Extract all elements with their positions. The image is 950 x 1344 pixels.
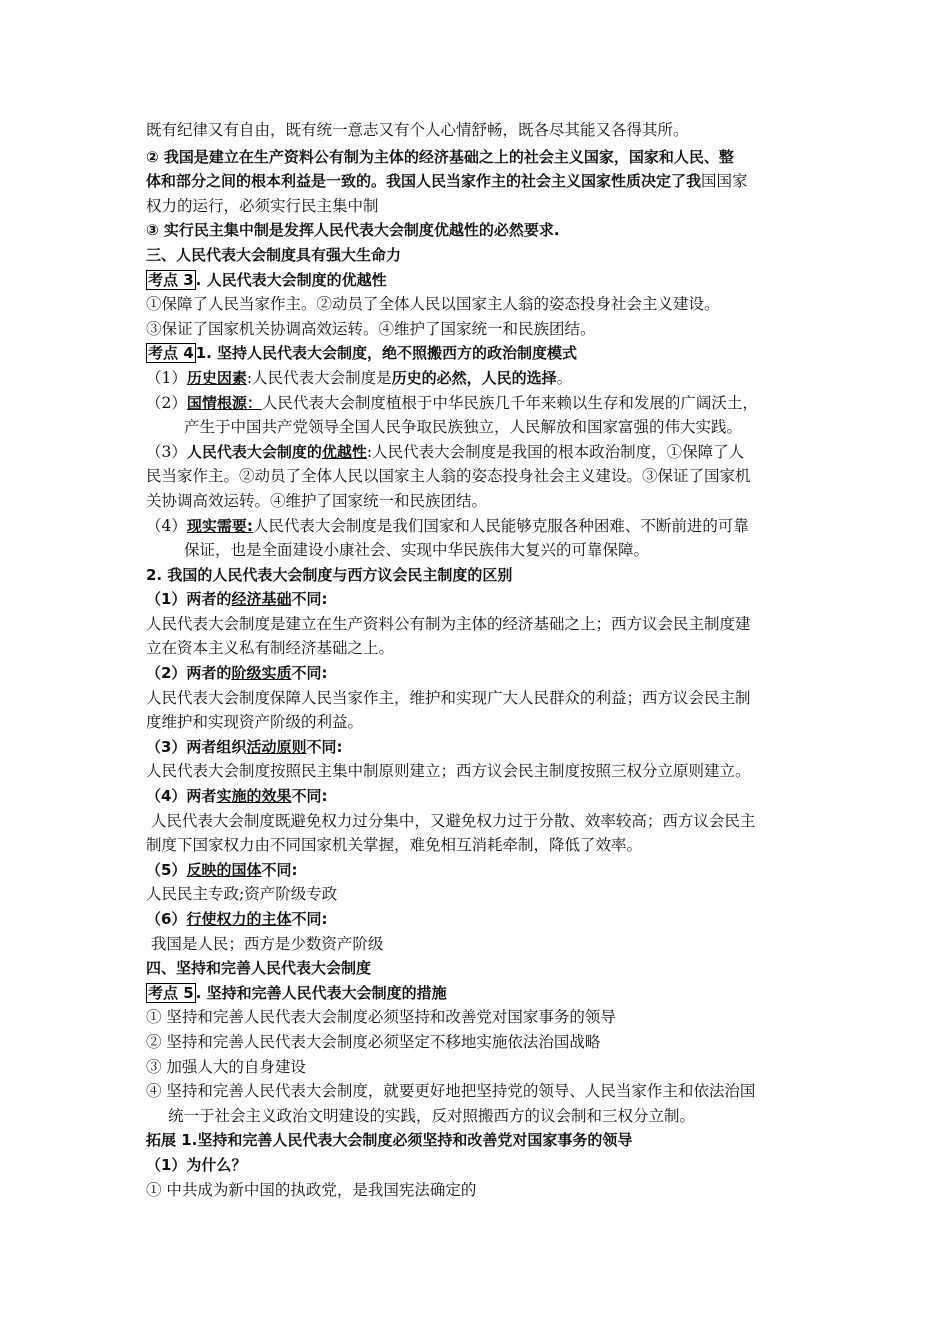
paragraph-line: 制度下国家权力由不同国家机关掌握，难免相互消耗牵制，降低了效率。 [146, 836, 643, 855]
item-number: （4） [146, 516, 187, 535]
subsection-heading: 2. 我国的人民代表大会制度与西方议会民主制度的区别 [146, 565, 513, 584]
plain-text: 人民代表大会制度是我们国家和人民能够克服各种困难、不断前进的可靠 [252, 516, 749, 535]
heading-text: 不同: [291, 787, 328, 806]
paragraph-line: 人民代表大会制度既避免权力过分集中，又避免权力过于分散、效率较高；西方议会民主 [146, 811, 756, 830]
item-number: （3） [146, 442, 187, 461]
exam-point-heading [146, 981, 822, 1006]
subheading [146, 587, 822, 612]
heading-text: （3）两者组织 [146, 737, 247, 756]
paragraph-line: 既有纪律又有自由，既有统一意志又有个人心情舒畅，既各尽其能又各得其所。 [146, 121, 689, 139]
heading-text: 不同: [261, 860, 298, 879]
paragraph-line: 关协调高效运转。④维护了国家统一和民族团结。 [146, 491, 488, 510]
list-item: ② 坚持和完善人民代表大会制度必须坚定不移地实施依法治国战略 [146, 1032, 601, 1051]
paragraph-line: 产生于中国共产党领导全国人民争取民族独立，人民解放和国家富强的伟大实践。 [184, 418, 743, 437]
heading-text: . 坚持和完善人民代表大会制度的措施 [195, 983, 447, 1002]
heading-text: 不同: [291, 590, 328, 609]
plain-text: 人民代表大会制度植根于中华民族几千年来赖以生存和发展的广阔沃土， [261, 393, 758, 412]
paragraph-line: ③ 实行民主集中制是发挥人民代表大会制度优越性的必然要求. [146, 221, 560, 240]
keyword: 优越性 [321, 442, 367, 461]
heading-text: 1. 坚持人民代表大会制度，绝不照搬西方的政治制度模式 [195, 344, 578, 363]
paragraph-line: 人民代表大会制度保障人民当家作主，维护和实现广大人民群众的利益；西方议会民主制 [146, 688, 751, 707]
paragraph-line: ③保证了国家机关协调高效运转。④维护了国家统一和民族团结。 [146, 319, 596, 338]
subheading [146, 661, 822, 686]
section-heading: 四、坚持和完善人民代表大会制度 [146, 959, 372, 978]
subheading [146, 858, 822, 883]
exam-point-heading [146, 341, 822, 366]
plain-text: 国国家 [701, 172, 748, 191]
paragraph-line: ①保障了人民当家作主。②动员了全体人民以国家主人翁的姿态投身社会主义建设。 [146, 295, 720, 314]
paragraph-line: 立在资本主义私有制经济基础之上。 [146, 639, 395, 658]
list-item: ① 中共成为新中国的执政党，是我国宪法确定的 [146, 1180, 477, 1199]
bold-text: 体和部分之间的根本利益是一致的。我国人民当家作主的社会主义国家性质决定了我 [146, 172, 702, 191]
keyword: 反映的国体 [186, 860, 262, 879]
heading-text: （1）两者的 [146, 590, 232, 609]
section-heading: 三、人民代表大会制度具有强大生命力 [146, 245, 402, 264]
heading-text: . 人民代表大会制度的优越性 [195, 270, 387, 289]
subheading [146, 907, 822, 932]
list-item: ① 坚持和完善人民代表大会制度必须坚持和改善党对国家事务的领导 [146, 1008, 616, 1027]
list-item [146, 391, 822, 416]
heading-text: （4）两者 [146, 787, 217, 806]
heading-text: 不同: [291, 910, 328, 928]
heading-text: 不同: [306, 737, 343, 756]
bold-text: 历史的必然，人民的选择 [391, 368, 557, 387]
paragraph-line: 民当家作主。②动员了全体人民以国家主人翁的姿态投身社会主义建设。③保证了国家机 [146, 467, 751, 486]
exam-point-heading [146, 268, 822, 293]
keyword: 现实需要: [186, 516, 253, 535]
item-number: （1） [146, 368, 187, 387]
heading-text: （5） [146, 860, 187, 879]
subheading [146, 784, 822, 809]
plain-text: :人民代表大会制度是我国的根本政治制度，①保障了人 [366, 442, 745, 461]
plain-text: 。 [556, 368, 573, 387]
document-page [146, 118, 822, 1202]
plain-text: :人民代表大会制度是 [246, 368, 392, 387]
paragraph-line: 度维护和实现资产阶级的利益。 [146, 713, 364, 732]
keyword: 行使权力的主体 [186, 910, 292, 928]
paragraph-line [146, 169, 822, 194]
keyword: 活动原则 [246, 737, 307, 756]
paragraph-line: 我国是人民；西方是少数资产阶级 [146, 934, 384, 953]
list-item: ④ 坚持和完善人民代表大会制度，就要更好地把坚持党的领导、人民当家作主和依法治国 [146, 1082, 756, 1101]
keyword: 国情根源： [186, 393, 262, 412]
list-item: ③ 加强人大的自身建设 [146, 1057, 306, 1076]
list-item [146, 514, 822, 539]
subheading [146, 735, 822, 760]
keyword: 实施的效果 [216, 787, 292, 806]
exam-point-box: 考点 3 [148, 270, 194, 289]
paragraph-line: 权力的运行，必须实行民主集中制 [146, 196, 379, 215]
subheading: （1）为什么？ [146, 1155, 247, 1174]
keyword: 历史因素 [186, 368, 247, 387]
keyword: 经济基础 [231, 590, 292, 609]
list-item [146, 366, 822, 391]
extension-heading: 拓展 1.坚持和完善人民代表大会制度必须坚持和改善党对国家事务的领导 [146, 1131, 633, 1150]
list-item [146, 440, 822, 465]
paragraph-line: 人民代表大会制度是建立在生产资料公有制为主体的经济基础之上；西方议会民主制度建 [146, 614, 751, 633]
paragraph-line: 人民代表大会制度按照民主集中制原则建立；西方议会民主制度按照三权分立原则建立。 [146, 762, 751, 781]
bold-text: 人民代表大会制度的 [186, 442, 322, 461]
heading-text: （6） [146, 910, 187, 928]
heading-text: 不同: [291, 664, 328, 683]
exam-point-box: 考点 5 [148, 983, 194, 1002]
paragraph-line: 人民民主专政;资产阶级专政 [146, 885, 338, 904]
paragraph-line: ② 我国是建立在生产资料公有制为主体的经济基础之上的社会主义国家，国家和人民、整 [146, 147, 734, 166]
keyword: 阶级实质 [231, 664, 292, 683]
exam-point-box: 考点 4 [148, 344, 194, 363]
heading-text: （2）两者的 [146, 664, 232, 683]
paragraph-line: 统一于社会主义政治文明建设的实践，反对照搬西方的议会制和三权分立制。 [168, 1106, 696, 1125]
paragraph-line: 保证，也是全面建设小康社会、实现中华民族伟大复兴的可靠保障。 [184, 541, 650, 560]
item-number: （2） [146, 393, 187, 412]
